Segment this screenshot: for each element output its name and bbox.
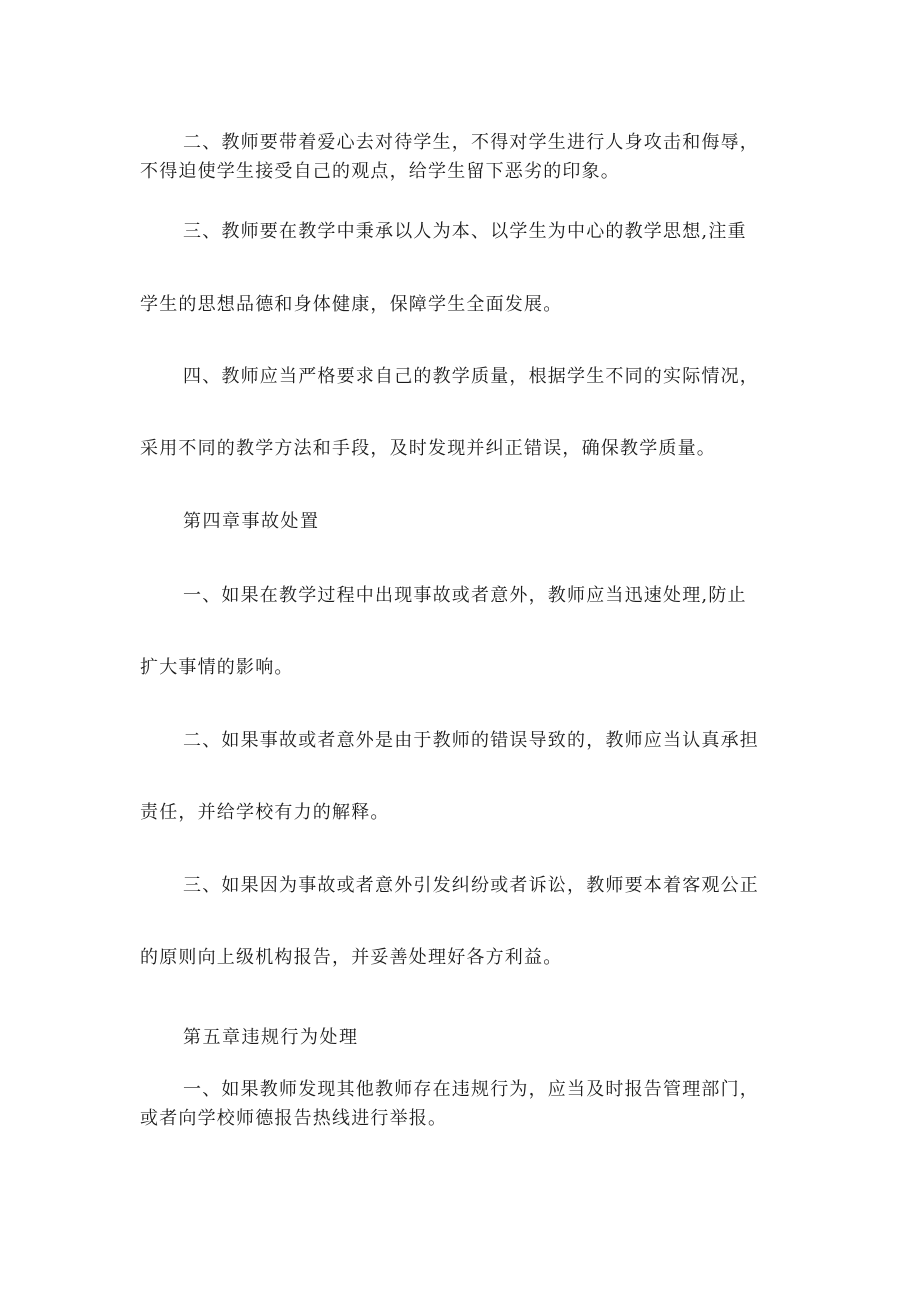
chapter-4-item-2-line-2: 责任，并给学校有力的解释。 xyxy=(140,802,390,823)
paragraph-4-line-2: 采用不同的教学方法和手段，及时发现并纠正错误，确保教学质量。 xyxy=(140,438,716,459)
paragraph-3-line-2: 学生的思想品德和身体健康，保障学生全面发展。 xyxy=(140,294,563,315)
chapter-4-heading: 第四章事故处置 xyxy=(183,511,320,532)
chapter-5-item-1-line-2: 或者向学校师德报告热线进行举报。 xyxy=(140,1108,448,1129)
paragraph-3-line-1: 三、教师要在教学中秉承以人为本、以学生为中心的教学思想,注重 xyxy=(183,221,747,242)
paragraph-2-line-2: 不得迫使学生接受自己的观点，给学生留下恶劣的印象。 xyxy=(140,161,620,182)
paragraph-4-line-1: 四、教师应当严格要求自己的教学质量，根据学生不同的实际情况， xyxy=(183,366,759,387)
chapter-5-item-1-line-1: 一、如果教师发现其他教师存在违规行为，应当及时报告管理部门， xyxy=(183,1079,759,1100)
chapter-4-item-3-line-2: 的原则向上级机构报告，并妥善处理好各方利益。 xyxy=(140,947,563,968)
chapter-4-item-3-line-1: 三、如果因为事故或者意外引发纠纷或者诉讼，教师要本着客观公正 xyxy=(183,875,759,896)
chapter-5-heading: 第五章违规行为处理 xyxy=(183,1027,359,1048)
chapter-4-item-1-line-1: 一、如果在教学过程中出现事故或者意外，教师应当迅速处理,防止 xyxy=(183,585,747,606)
paragraph-2-line-1: 二、教师要带着爱心去对待学生，不得对学生进行人身攻击和侮辱， xyxy=(183,132,759,153)
chapter-4-item-2-line-1: 二、如果事故或者意外是由于教师的错误导致的，教师应当认真承担 xyxy=(183,730,759,751)
chapter-4-item-1-line-2: 扩大事情的影响。 xyxy=(140,657,294,678)
